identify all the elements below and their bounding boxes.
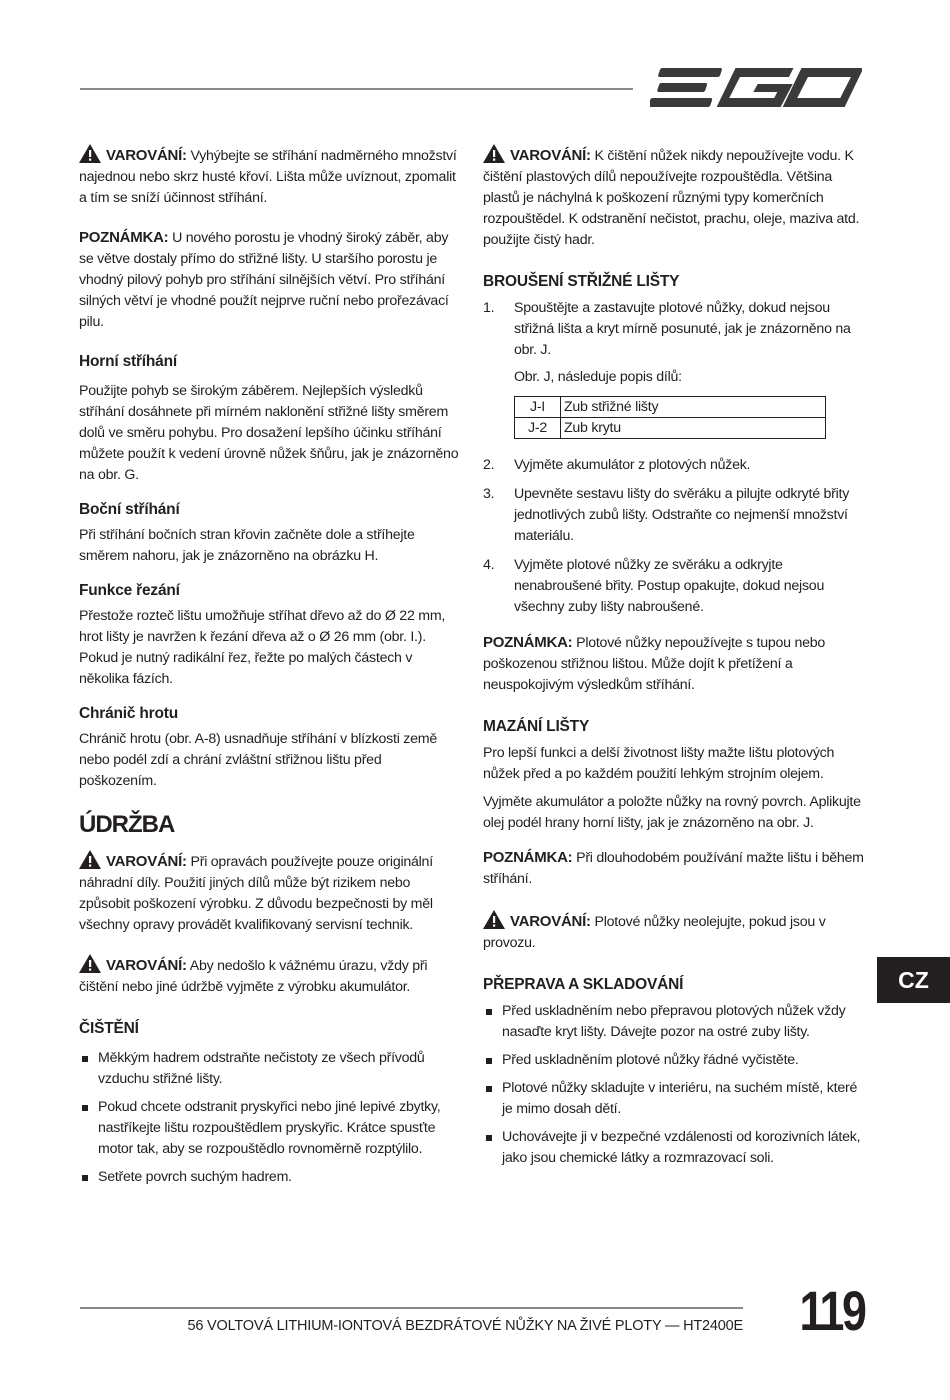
step-item: 2. Vyjměte akumulátor z plotových nůžek. bbox=[483, 457, 751, 473]
warning-label: VAROVÁNÍ: bbox=[106, 957, 187, 974]
storage-list bbox=[483, 1001, 865, 1169]
warning-block bbox=[483, 144, 865, 251]
warning-label: VAROVÁNÍ: bbox=[510, 913, 591, 930]
warning-text: K čištění nůžek nikdy nepoužívejte vodu. K čištění plastových dílů nepoužívejte rozpouštědla. Většina plastů je náchylná k poškození různými typy komerčních rozpouštědel. K odstranění nečistot, prachu, oleje, maziva atd. použijte čistý hadr. bbox=[483, 148, 860, 248]
top-trimming-text: Použijte pohyb se širokým záběrem. Nejlepších výsledků stříhání dosáhnete při mírném naklonění střižné lišty směrem dolů ve směru pohybu. Pro dosažení lepšího účinku stříhání můžete použít k vedení úrovně nůžek šňůru, jak je znázorněno na obr. G. bbox=[79, 383, 459, 483]
note-block bbox=[79, 227, 461, 333]
note-label: POZNÁMKA: bbox=[483, 634, 573, 651]
note-block bbox=[483, 632, 865, 696]
cutting-function-heading: Funkce řezání bbox=[79, 582, 180, 599]
list-item: Setřete povrch suchým hadrem. bbox=[79, 1167, 461, 1188]
warning-icon bbox=[483, 144, 505, 163]
warning-text: Plotové nůžky neolejujte, pokud jsou v provozu. bbox=[483, 914, 826, 951]
ego-logo bbox=[650, 64, 862, 117]
lubrication-heading: MAZÁNÍ LIŠTY bbox=[483, 718, 590, 735]
warning-icon bbox=[483, 910, 505, 929]
list-item: Uchovávejte ji v bezpečné vzdálenosti od korozivních látek, jako jsou chemické látky a rozmrazovací soli. bbox=[483, 1127, 865, 1169]
step-item: 3. Upevněte sestavu lišty do svěráku a pilujte odkryté břity jednotlivých zubů lišty. Odstraňte co nejmenší množství materiálu. bbox=[483, 486, 850, 544]
note-text: Při dlouhodobém používání mažte lištu i během stříhání. bbox=[483, 850, 864, 887]
sharpening-heading: BROUŠENÍ STŘIŽNÉ LIŠTY bbox=[483, 273, 680, 290]
sharpening-steps bbox=[483, 298, 865, 388]
list-item: Pokud chcete odstranit pryskyřici nebo jiné lepivé zbytky, nastříkejte lištu rozpouštědlem pryskyřic. Krátce spusťte motor tak, aby se rozpouštědlo rovnoměrně rozptýlilo. bbox=[79, 1097, 461, 1160]
list-item: Plotové nůžky skladujte v interiéru, na suchém místě, které je mimo dosah dětí. bbox=[483, 1078, 865, 1120]
warning-block bbox=[483, 910, 865, 954]
warning-block bbox=[79, 850, 461, 936]
footer-rule bbox=[80, 1307, 743, 1309]
sharpening-steps-continued bbox=[483, 455, 865, 618]
warning-icon bbox=[79, 850, 101, 869]
header-rule bbox=[80, 88, 633, 90]
cleaning-list bbox=[79, 1048, 461, 1188]
tip-guard-heading: Chránič hrotu bbox=[79, 705, 179, 722]
bullet-icon bbox=[82, 1105, 88, 1111]
parts-table bbox=[514, 396, 826, 439]
warning-text: Aby nedošlo k vážnému úrazu, vždy při čištění nebo jiné údržbě vyjměte z výrobku akumulátor. bbox=[79, 958, 428, 995]
step-item: 4. Vyjměte plotové nůžky ze svěráku a odkryjte nenabroušené břity. Postup opakujte, dokud nejsou všechny zuby lišty nabroušené. bbox=[483, 557, 825, 615]
cleaning-heading: ČIŠTĚNÍ bbox=[79, 1020, 139, 1037]
bullet-icon bbox=[486, 1135, 492, 1141]
warning-block bbox=[79, 954, 461, 998]
figure-caption: Obr. J, následuje popis dílů: bbox=[514, 369, 682, 385]
list-item: Měkkým hadrem odstraňte nečistoty ze všech přívodů vzduchu střižné lišty. bbox=[79, 1048, 461, 1090]
tip-guard-text: Chránič hrotu (obr. A-8) usnadňuje stříhání v blízkosti země nebo podél zdí a chrání zvláštní střižnou lištu před poškozením. bbox=[79, 731, 437, 789]
part-description: Zub krytu bbox=[561, 418, 826, 439]
step-item: 1. Spouštějte a zastavujte plotové nůžky, dokud nejsou střižná lišta a kryt mírně posunuté, jak je znázorněno na obr. J. Obr. J, následuje popis dílů: bbox=[483, 298, 865, 388]
part-code: J-2 bbox=[515, 418, 561, 439]
right-column bbox=[483, 144, 865, 1177]
bullet-icon bbox=[486, 1058, 492, 1064]
side-trimming-heading: Boční stříhání bbox=[79, 501, 180, 518]
warning-text: Při opravách používejte pouze originální náhradní díly. Použití jiných dílů může být rizikem nebo způsobit poškození výrobku. Z důvodu bezpečnosti by měl všechny opravy provádět kvalifikovaný servisní technik. bbox=[79, 854, 433, 933]
cutting-function-text: Přestože rozteč lištu umožňuje stříhat dřevo až do Ø 22 mm, hrot lišty je navržen k řezání dřeva až o Ø 26 mm (obr. I.). Pokud je nutný radikální řez, řežte po malých částech v několika fázích. bbox=[79, 608, 446, 687]
note-block bbox=[483, 847, 865, 890]
table-row bbox=[515, 418, 826, 439]
list-item: Před uskladněním nebo přepravou plotových nůžek vždy nasaďte kryt lišty. Dávejte pozor na ostré zuby lišty. bbox=[483, 1001, 865, 1043]
warning-icon bbox=[79, 954, 101, 973]
note-text: Plotové nůžky nepoužívejte s tupou nebo poškozenou střižnou lištou. Může dojít k přetížení a neuspokojivým výsledkům stříhání. bbox=[483, 635, 826, 693]
page-number: 119 bbox=[799, 1279, 865, 1342]
note-label: POZNÁMKA: bbox=[79, 229, 169, 246]
note-text: U nového porostu je vhodný široký záběr, aby se větve dostaly přímo do střižné lišty. U staršího porostu je vhodný pilový pohyb pro stříhání silnějších větví. Pro stříhání silných větví je vhodné použít nejprve ruční nebo prořezávací pilu. bbox=[79, 230, 449, 330]
warning-block bbox=[79, 144, 461, 209]
lubrication-text: Vyjměte akumulátor a položte nůžky na rovný povrch. Aplikujte olej podél hrany horní lišty, jak je znázorněno na obr. J. bbox=[483, 794, 861, 831]
bullet-icon bbox=[82, 1056, 88, 1062]
bullet-icon bbox=[486, 1009, 492, 1015]
maintenance-heading: ÚDRŽBA bbox=[79, 811, 175, 838]
part-code: J-I bbox=[515, 397, 561, 418]
warning-label: VAROVÁNÍ: bbox=[510, 147, 591, 164]
note-label: POZNÁMKA: bbox=[483, 849, 573, 866]
warning-icon bbox=[79, 144, 101, 163]
transport-storage-heading: PŘEPRAVA A SKLADOVÁNÍ bbox=[483, 976, 684, 993]
part-description: Zub střižné lišty bbox=[561, 397, 826, 418]
lubrication-text: Pro lepší funkci a delší životnost lišty mažte lištu plotových nůžek před a po každém použití lehkým strojním olejem. bbox=[483, 745, 835, 782]
bullet-icon bbox=[486, 1086, 492, 1092]
warning-label: VAROVÁNÍ: bbox=[106, 147, 187, 164]
list-item: Před uskladněním plotové nůžky řádné vyčistěte. bbox=[483, 1050, 865, 1071]
warning-text: Vyhýbejte se stříhání nadměrného množství najednou nebo skrz husté křoví. Lišta může uvíznout, zpomalit a tím se sníží účinnost stříhání. bbox=[79, 148, 457, 206]
bullet-icon bbox=[82, 1175, 88, 1181]
footer-title: 56 VOLTOVÁ LITHIUM-IONTOVÁ BEZDRÁTOVÉ NŮŽKY NA ŽIVÉ PLOTY — HT2400E bbox=[187, 1318, 743, 1334]
top-trimming-heading: Horní stříhání bbox=[79, 353, 177, 370]
warning-label: VAROVÁNÍ: bbox=[106, 853, 187, 870]
side-trimming-text: Při stříhání bočních stran křovin začněte dole a stříhejte směrem nahoru, jak je znázorněno na obrázku H. bbox=[79, 527, 415, 564]
left-column bbox=[79, 144, 461, 1196]
language-tab: CZ bbox=[877, 957, 950, 1003]
table-row bbox=[515, 397, 826, 418]
